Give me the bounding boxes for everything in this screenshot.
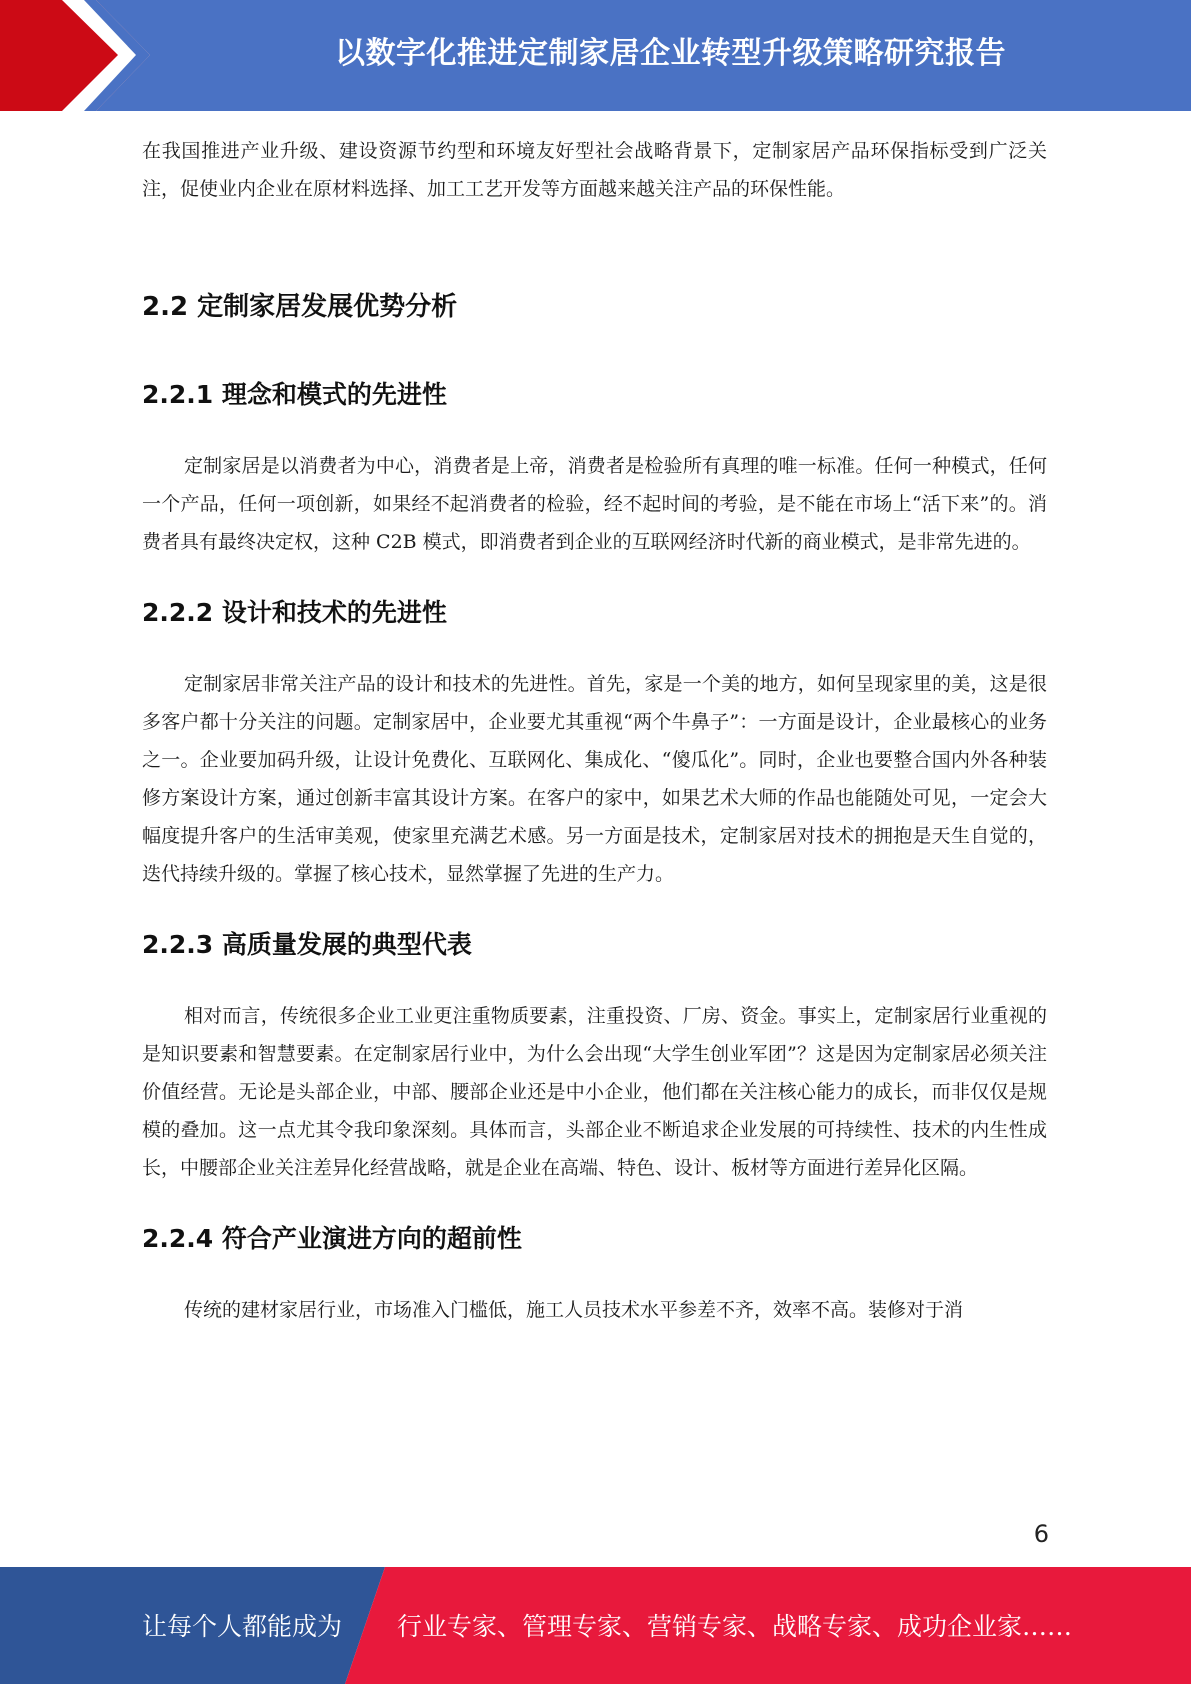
subsection-heading-2-2-4: 2.2.4 符合产业演进方向的超前性	[142, 1224, 522, 1253]
footer-slogan-right: 行业专家、管理专家、营销专家、战略专家、成功企业家……	[397, 1612, 1073, 1641]
subsection-heading-2-2-2: 2.2.2 设计和技术的先进性	[142, 598, 447, 627]
page-content	[142, 132, 1047, 1329]
footer-slogan-left: 让每个人都能成为	[142, 1612, 343, 1641]
subsection-paragraph-2-2-4: 传统的建材家居行业，市场准入门槛低，施工人员技术水平参差不齐，效率不高。装修对于消	[184, 1299, 964, 1321]
document-title: 以数字化推进定制家居企业转型升级策略研究报告	[335, 36, 1006, 71]
intro-paragraph: 在我国推进产业升级、建设资源节约型和环境友好型社会战略背景下，定制家居产品环保指标受到广泛关注，促使业内企业在原材料选择、加工工艺开发等方面越来越关注产品的环保性能。	[142, 140, 1047, 200]
subsection-paragraph-2-2-2: 定制家居非常关注产品的设计和技术的先进性。首先，家是一个美的地方，如何呈现家里的美，这是很多客户都十分关注的问题。定制家居中，企业要尤其重视“两个牛鼻子”：一方面是设计，企业最核心的业务之一。企业要加码升级，让设计免费化、互联网化、集成化、“傻瓜化”。同时，企业也要整合国内外各种装修方案设计方案，通过创新丰富其设计方案。在客户的家中，如果艺术大师的作品也能随处可见，一定会大幅度提升客户的生活审美观，使家里充满艺术感。另一方面是技术，定制家居对技术的拥抱是天生自觉的，迭代持续升级的。掌握了核心技术，显然掌握了先进的生产力。	[142, 673, 1047, 885]
subsection-paragraph-2-2-1: 定制家居是以消费者为中心，消费者是上帝，消费者是检验所有真理的唯一标准。任何一种模式，任何一个产品，任何一项创新，如果经不起消费者的检验，经不起时间的考验，是不能在市场上“活下来”的。消费者具有最终决定权，这种 C2B 模式，即消费者到企业的互联网经济时代新的商业模式，是非常先进的。	[142, 455, 1047, 553]
subsection-heading-2-2-1: 2.2.1 理念和模式的先进性	[142, 380, 447, 409]
page-number: 6	[1033, 1520, 1049, 1548]
subsection-heading-2-2-3: 2.2.3 高质量发展的典型代表	[142, 930, 472, 959]
subsection-paragraph-2-2-3: 相对而言，传统很多企业工业更注重物质要素，注重投资、厂房、资金。事实上，定制家居行业重视的是知识要素和智慧要素。在定制家居行业中，为什么会出现“大学生创业军团”？这是因为定制家居必须关注价值经营。无论是头部企业，中部、腰部企业还是中小企业，他们都在关注核心能力的成长，而非仅仅是规模的叠加。这一点尤其令我印象深刻。具体而言，头部企业不断追求企业发展的可持续性、技术的内生性成长，中腰部企业关注差异化经营战略，就是企业在高端、特色、设计、板材等方面进行差异化区隔。	[142, 1005, 1047, 1179]
footer-banner	[0, 1567, 1191, 1684]
section-heading: 2.2 定制家居发展优势分析	[142, 292, 458, 322]
header-banner	[0, 0, 1191, 111]
